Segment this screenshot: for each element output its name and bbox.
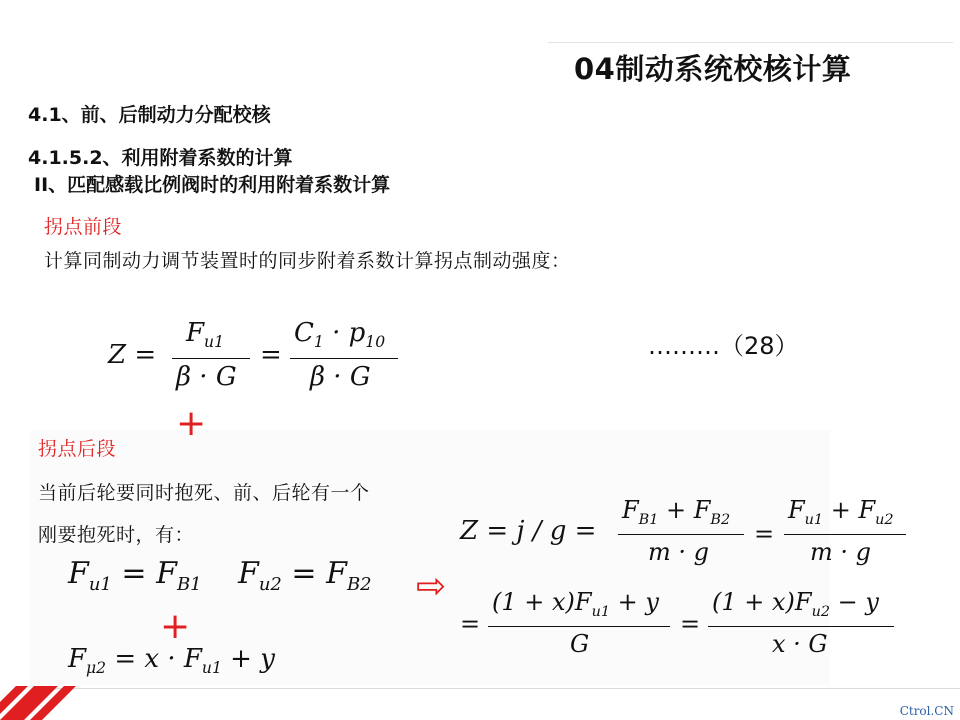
z-equals-1: = bbox=[754, 520, 775, 548]
footer-stripes-decoration bbox=[0, 680, 90, 720]
label-before-inflection: 拐点前段 bbox=[44, 216, 123, 238]
z-frac4-num: $(1 + x)F_{u2} - y$ bbox=[712, 588, 879, 620]
section2-description-line2: 刚要抱死时，有： bbox=[38, 524, 195, 546]
heading-section: 4.1、前、后制动力分配校核 bbox=[28, 104, 271, 126]
eq28-lhs: Z = bbox=[108, 340, 157, 370]
z-frac4 bbox=[708, 588, 894, 668]
z-frac2-num: $F_{u1} + F_{u2}$ bbox=[788, 496, 894, 528]
label-after-inflection: 拐点后段 bbox=[38, 438, 117, 460]
z-frac2 bbox=[784, 496, 906, 576]
eq28-frac1-den: β · G bbox=[176, 362, 237, 392]
section2-description-line1: 当前后轮要同时抱死、前、后轮有一个 bbox=[38, 482, 370, 504]
plus-sign-1: + bbox=[176, 403, 207, 444]
eq-fu1-equals-fb1: $F_{u1} = F_{B1}$ bbox=[68, 556, 202, 595]
eq-fmu2: $F_{\mu 2} = x \cdot F_{u1} + y$ bbox=[68, 644, 275, 678]
z-frac2-den: m · g bbox=[810, 538, 872, 566]
z-equals-3: = bbox=[680, 610, 701, 638]
z-frac1-den: m · g bbox=[648, 538, 710, 566]
z-frac3-den: G bbox=[570, 630, 590, 658]
section1-description: 计算同制动力调节装置时的同步附着系数计算拐点制动强度： bbox=[44, 250, 571, 272]
z-lhs: Z = j / g = bbox=[460, 516, 597, 546]
title-rule bbox=[548, 42, 953, 43]
plus-sign-2: + bbox=[160, 606, 191, 647]
eq28-number: ………（28） bbox=[648, 332, 799, 360]
implies-arrow-icon: ⇨ bbox=[416, 566, 447, 607]
z-frac4-den: x · G bbox=[772, 630, 828, 658]
z-frac1-num: $F_{B1} + F_{B2}$ bbox=[622, 496, 731, 528]
eq28-frac2 bbox=[290, 318, 398, 398]
eq28-frac2-num: $C_1 \cdot p_{10}$ bbox=[294, 318, 386, 352]
heading-subsection: 4.1.5.2、利用附着系数的计算 bbox=[28, 147, 293, 169]
heading-topic: II、匹配感载比例阀时的利用附着系数计算 bbox=[34, 174, 391, 196]
z-equals-2: = bbox=[460, 610, 481, 638]
eq28-frac1 bbox=[172, 318, 250, 398]
eq28-frac1-num: $F_{u1}$ bbox=[186, 318, 225, 352]
slide-title: 04制动系统校核计算 bbox=[574, 52, 852, 86]
eq28-equals: = bbox=[260, 340, 282, 370]
z-frac3 bbox=[488, 588, 670, 668]
z-frac1 bbox=[618, 496, 744, 576]
z-frac3-num: $(1 + x)F_{u1} + y$ bbox=[492, 588, 659, 620]
footer-rule bbox=[45, 688, 960, 689]
eq-fu2-equals-fb2: $F_{u2} = F_{B2}$ bbox=[238, 556, 372, 595]
eq28-frac2-den: β · G bbox=[310, 362, 371, 392]
watermark-text: Ctrol.CN bbox=[899, 704, 954, 718]
